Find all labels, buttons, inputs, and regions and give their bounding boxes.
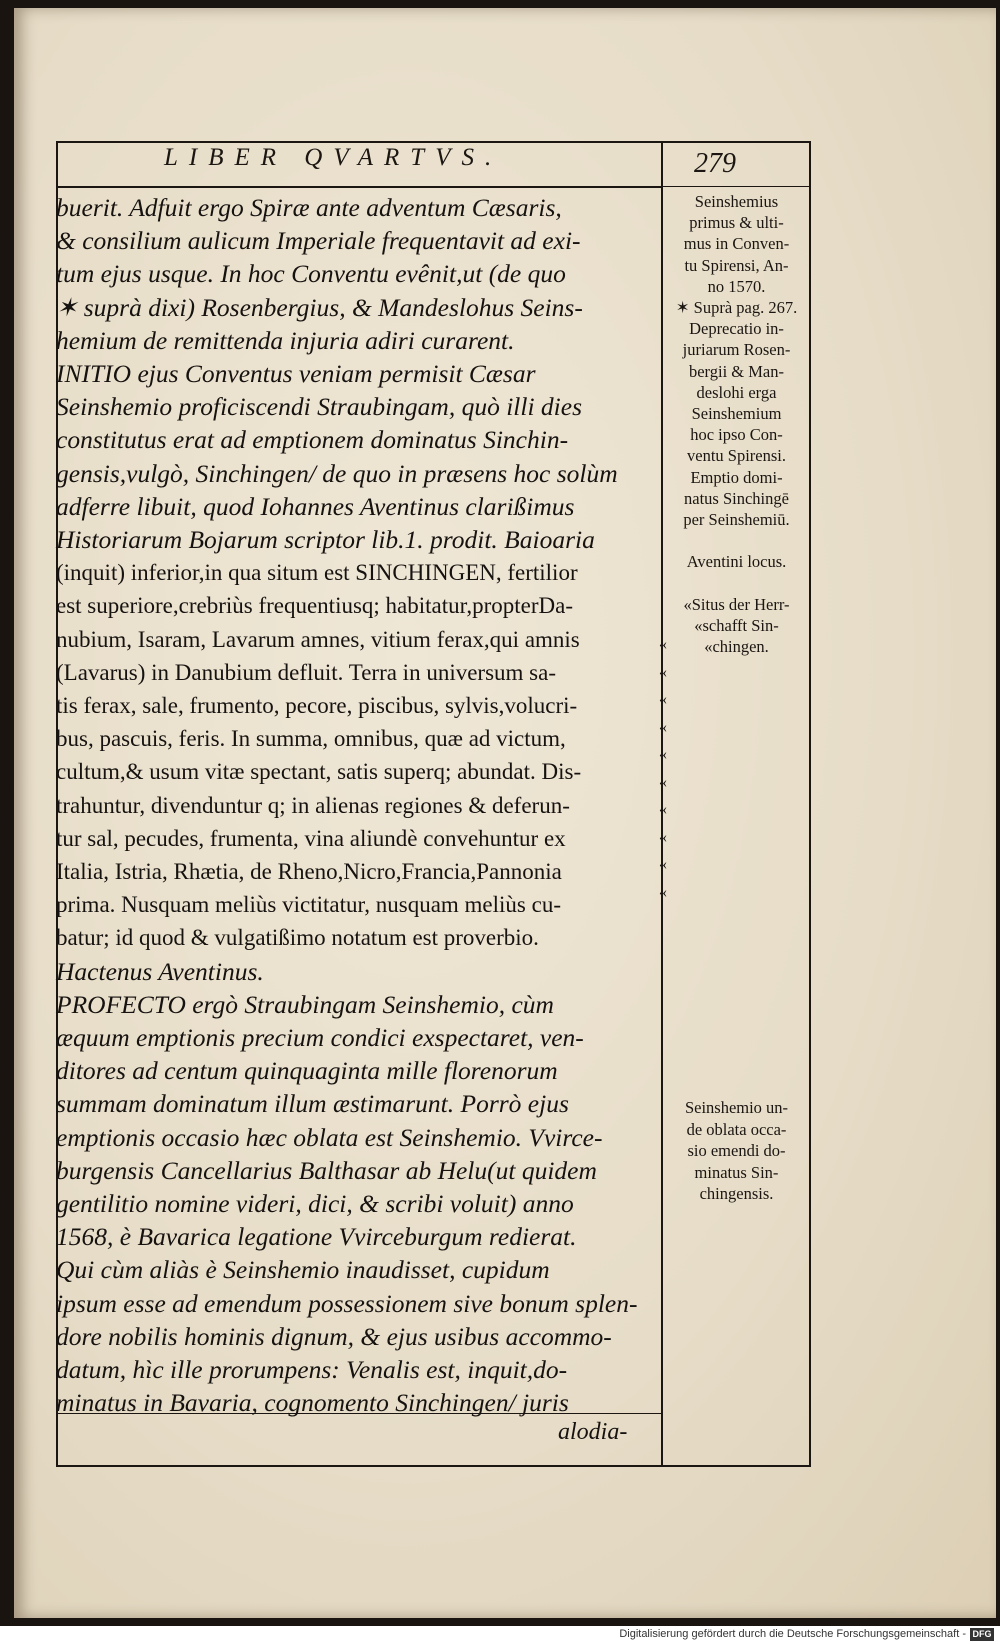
quotation-mark: « bbox=[659, 801, 667, 818]
quotation-mark: « bbox=[659, 691, 667, 708]
quotation-mark: « bbox=[659, 856, 667, 873]
text-line: dore nobilis hominis dignum, & ejus usibus accommo- bbox=[56, 1321, 612, 1351]
page-number: 279 bbox=[694, 148, 736, 179]
margin-note-line: deslohi erga bbox=[696, 382, 777, 402]
text-line: tis ferax, sale, frumento, pecore, piscibus, sylvis,volucri- bbox=[56, 693, 578, 718]
text-line: minatus in Bavaria, cognomento Sinchingen/ juris bbox=[56, 1388, 569, 1418]
text-line: ditores ad centum quinquaginta mille florenorum bbox=[56, 1056, 558, 1086]
text-line: Hactenus Aventinus. bbox=[56, 956, 264, 986]
margin-note-line: natus Sinchingē bbox=[684, 488, 789, 508]
text-line: Qui cùm aliàs è Seinshemio inaudisset, cupidum bbox=[56, 1255, 550, 1285]
book-page bbox=[14, 8, 996, 1618]
text-line: summam dominatum illum æstimarunt. Porrò ejus bbox=[56, 1089, 569, 1119]
margin-note-line: per Seinshemiū. bbox=[683, 510, 790, 529]
text-line: gensis,vulgò, Sinchingen/ de quo in præsens hoc solùm bbox=[56, 458, 618, 488]
digitization-footer bbox=[0, 1626, 1000, 1644]
margin-note-line: mus in Conven- bbox=[683, 234, 790, 254]
quotation-mark: « bbox=[659, 718, 667, 736]
text-line: bus, pascuis, feris. In summa, omnibus, quæ ad victum, bbox=[56, 726, 566, 752]
text-line: æquum emptionis precium condici exspectaret, ven- bbox=[56, 1023, 584, 1052]
text-line: hemium de remittenda injuria adiri curarent. bbox=[56, 325, 515, 355]
text-line: gentilitio nomine videri, dici, & scribi voluit) anno bbox=[56, 1189, 574, 1218]
margin-note-line bbox=[664, 573, 809, 595]
text-line: adferre libuit, quod Iohannes Aventinus clarißimus bbox=[56, 491, 575, 521]
text-line: INITIO ejus Conventus veniam permisit Cæsar bbox=[56, 359, 536, 388]
margin-note-line: Aventini locus. bbox=[686, 552, 787, 572]
margin-note-line: sio emendi do- bbox=[687, 1141, 786, 1160]
text-line: nubium, Isaram, Lavarum amnes, vitium ferax,qui amnis bbox=[56, 626, 580, 652]
catchword: alodia- bbox=[558, 1419, 628, 1445]
text-line: constitutus erat ad emptionem dominatus Sinchin- bbox=[56, 425, 569, 455]
text-line: (inquit) inferior,in qua situm est SINCHINGEN, fertilior bbox=[56, 560, 578, 586]
margin-note-line: Seinshemius bbox=[694, 192, 779, 211]
text-line: batur; id quod & vulgatißimo notatum est proverbio. bbox=[56, 925, 539, 951]
margin-note-line: «chingen. bbox=[704, 637, 769, 657]
text-line: datum, hìc ille prorumpens: Venalis est, inquit,do- bbox=[56, 1355, 568, 1384]
quotation-mark: « bbox=[659, 773, 667, 791]
margin-note-line: tu Spirensi, An- bbox=[684, 255, 789, 275]
text-line: cultum,& usum vitæ spectant, satis superq; abundat. Dis- bbox=[56, 759, 582, 785]
margin-note-line: de oblata occa- bbox=[686, 1119, 787, 1139]
text-line: ✶ suprà dixi) Rosenbergius, & Mandeslohus Seins- bbox=[56, 292, 583, 322]
margin-note-line: ✶ Suprà pag. 267. bbox=[675, 298, 798, 317]
text-line: buerit. Adfuit ergo Spiræ ante adventum Cæsaris, bbox=[56, 193, 562, 222]
text-line: ipsum esse ad emendum possessionem sive bonum splen- bbox=[56, 1288, 638, 1318]
text-line: tum ejus usque. In hoc Conventu evênit,ut (de quo bbox=[56, 259, 566, 289]
margin-note-line: Seinshemium bbox=[691, 404, 782, 423]
margin-note-line: «Situs der Herr- bbox=[683, 594, 790, 614]
quotation-mark: « bbox=[659, 828, 667, 846]
quotation-mark: « bbox=[659, 746, 667, 763]
margin-note-line: no 1570. bbox=[707, 276, 766, 296]
quotation-mark: « bbox=[659, 636, 667, 653]
text-line: prima. Nusquam meliùs victitatur, nusquam meliùs cu- bbox=[56, 892, 561, 918]
margin-note-line: bergii & Man- bbox=[688, 361, 784, 381]
running-head: LIBER QVARTVS. bbox=[164, 144, 503, 171]
margin-note-line: minatus Sin- bbox=[694, 1162, 779, 1182]
margin-header-rule bbox=[661, 186, 809, 187]
text-line: est superiore,crebriùs frequentiusq; habitatur,propterDa- bbox=[56, 593, 574, 619]
margin-note-line: hoc ipso Con- bbox=[690, 425, 783, 445]
text-line: trahuntur, divenduntur q; in alienas regiones & deferun- bbox=[56, 792, 570, 818]
margin-note-line: Seinshemio un- bbox=[684, 1098, 789, 1117]
margin-note-line: Deprecatio in- bbox=[689, 319, 784, 339]
text-line: burgensis Cancellarius Balthasar ab Helu(ut quidem bbox=[56, 1155, 597, 1185]
text-line: Seinshemio proficiscendi Straubingam, quò illi dies bbox=[56, 392, 583, 422]
dfg-logo-icon: DFG bbox=[970, 1628, 994, 1641]
text-line: Italia, Istria, Rhætia, de Rheno,Nicro,Francia,Pannonia bbox=[56, 859, 562, 884]
footer-credit: Digitalisierung gefördert durch die Deutsche Forschungsgemeinschaft - bbox=[619, 1628, 966, 1640]
margin-note-line: Emptio domi- bbox=[690, 467, 783, 487]
margin-note-line: «schafft Sin- bbox=[694, 616, 779, 635]
quotation-mark: « bbox=[659, 883, 667, 901]
margin-note-line: juriarum Rosen- bbox=[682, 340, 791, 360]
quotation-mark: « bbox=[659, 663, 667, 681]
text-line: Historiarum Bojarum scriptor lib.1. prodit. Baioaria bbox=[56, 525, 595, 554]
margin-note-line: primus & ulti- bbox=[689, 213, 784, 233]
text-line: & consilium aulicum Imperiale frequentavit ad exi- bbox=[56, 226, 581, 256]
header-rule bbox=[56, 186, 661, 188]
margin-note-line bbox=[664, 530, 809, 552]
text-line: emptionis occasio hæc oblata est Seinshemio. Vvirce- bbox=[56, 1122, 603, 1152]
text-line: 1568, è Bavarica legatione Vvirceburgum redierat. bbox=[56, 1222, 577, 1252]
margin-note-line: chingensis. bbox=[699, 1184, 774, 1203]
text-line: tur sal, pecudes, frumenta, vina aliundè convehuntur ex bbox=[56, 825, 566, 851]
text-line: PROFECTO ergò Straubingam Seinshemio, cùm bbox=[56, 989, 554, 1019]
text-line: (Lavarus) in Danubium defluit. Terra in universum sa- bbox=[56, 659, 556, 685]
margin-note-line: ventu Spirensi. bbox=[687, 446, 786, 466]
